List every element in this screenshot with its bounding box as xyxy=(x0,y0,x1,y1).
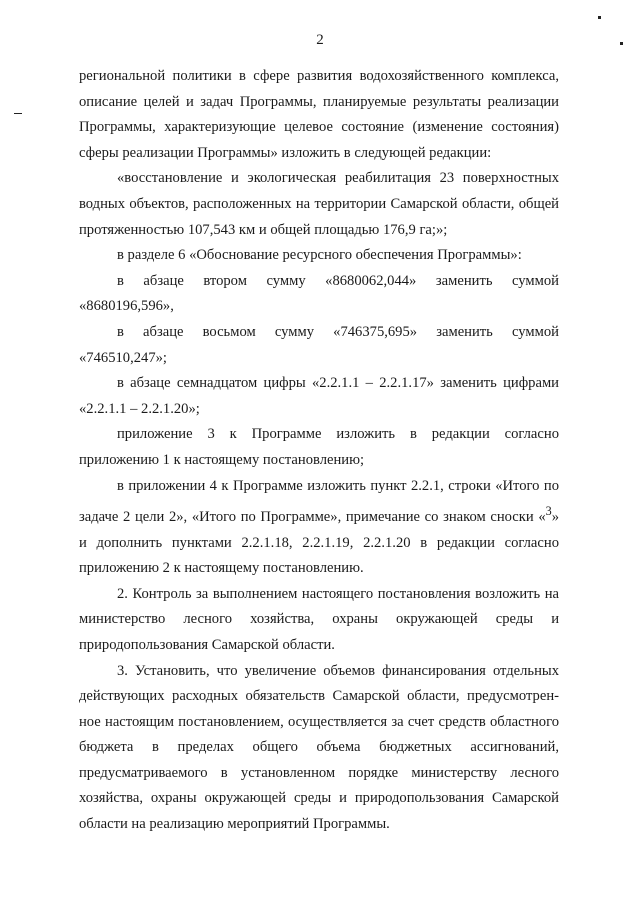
paragraph-item-2-control: 2. Контроль за выполнением настоящего постановления возложить на министерство лесного хозяйства, охраны окружающей среды и природопользования Самарской области. xyxy=(79,585,559,653)
page-number: 2 xyxy=(316,32,324,48)
clause-new-sum: «8680196,596», xyxy=(79,298,174,315)
scan-dash-left-margin xyxy=(14,113,22,114)
paragraph-item-3-funding: 3. Установить, что увеличение объемов финансирования отдельных действующих расходных обязательств Самарской области, предусмотрен-ное настоящим постановлением, осуществляется за счет средств областного бюджета в пределах общего объема бюджетных ассигнований, предусматриваемого в установленном порядке министерству лесного хозяйства, охраны окружающей среды и природопользования Самарской области на реализацию мероприятий Программы. xyxy=(79,662,559,833)
paragraph-quote-restoration: «восстановление и экологическая реабилитация 23 поверхностных водных объектов, расположенных на территории Самарской области, общей протяженностью 107,543 км и общей площадью 176,9 га;»; xyxy=(79,170,559,238)
document-body xyxy=(79,64,559,838)
paragraph-eighth-clause xyxy=(79,320,559,371)
paragraph-second-clause xyxy=(79,269,559,320)
paragraph-appendix-4: в приложении 4 к Программе изложить пункт 2.2.1, строки «Итого по задаче 2 цели 2», «Итого по Программе», примечание со знаком сноски «$^3$» и дополнить пунктами 2.2.1.18, 2.2.1.19, 2.2.1.20 в редакции согласно приложению 2 к настоящему постановлению. xyxy=(79,477,559,577)
footnote-mark: 3 xyxy=(545,504,552,519)
paragraph-continuation: региональной политики в сфере развития водохозяйственного комплекса, описание целей и задач Программы, планируемые результаты реализации Программы, характеризующие целевое состояние (изменение состояния) сферы реализации Программы» изложить в следующей редакции: xyxy=(79,68,559,161)
paragraph-section-6: в разделе 6 «Обоснование ресурсного обеспечения Программы»: xyxy=(117,247,522,264)
clause-new-sum: «746510,247»; xyxy=(79,349,167,366)
paragraph-seventeenth-clause: в абзаце семнадцатом цифры «2.2.1.1 – 2.2.1.17» заменить цифрами «2.2.1.1 – 2.2.1.20»; xyxy=(79,375,559,417)
scan-speck-top-right xyxy=(598,16,601,19)
clause-line: в абзаце восьмом сумму «746375,695» заменить суммой xyxy=(117,323,559,340)
clause-line: в абзаце втором сумму «8680062,044» заменить суммой xyxy=(117,272,559,289)
paragraph-appendix-3: приложение 3 к Программе изложить в редакции согласно приложению 1 к настоящему постановлению; xyxy=(79,426,559,468)
scan-speck-right xyxy=(620,42,623,45)
